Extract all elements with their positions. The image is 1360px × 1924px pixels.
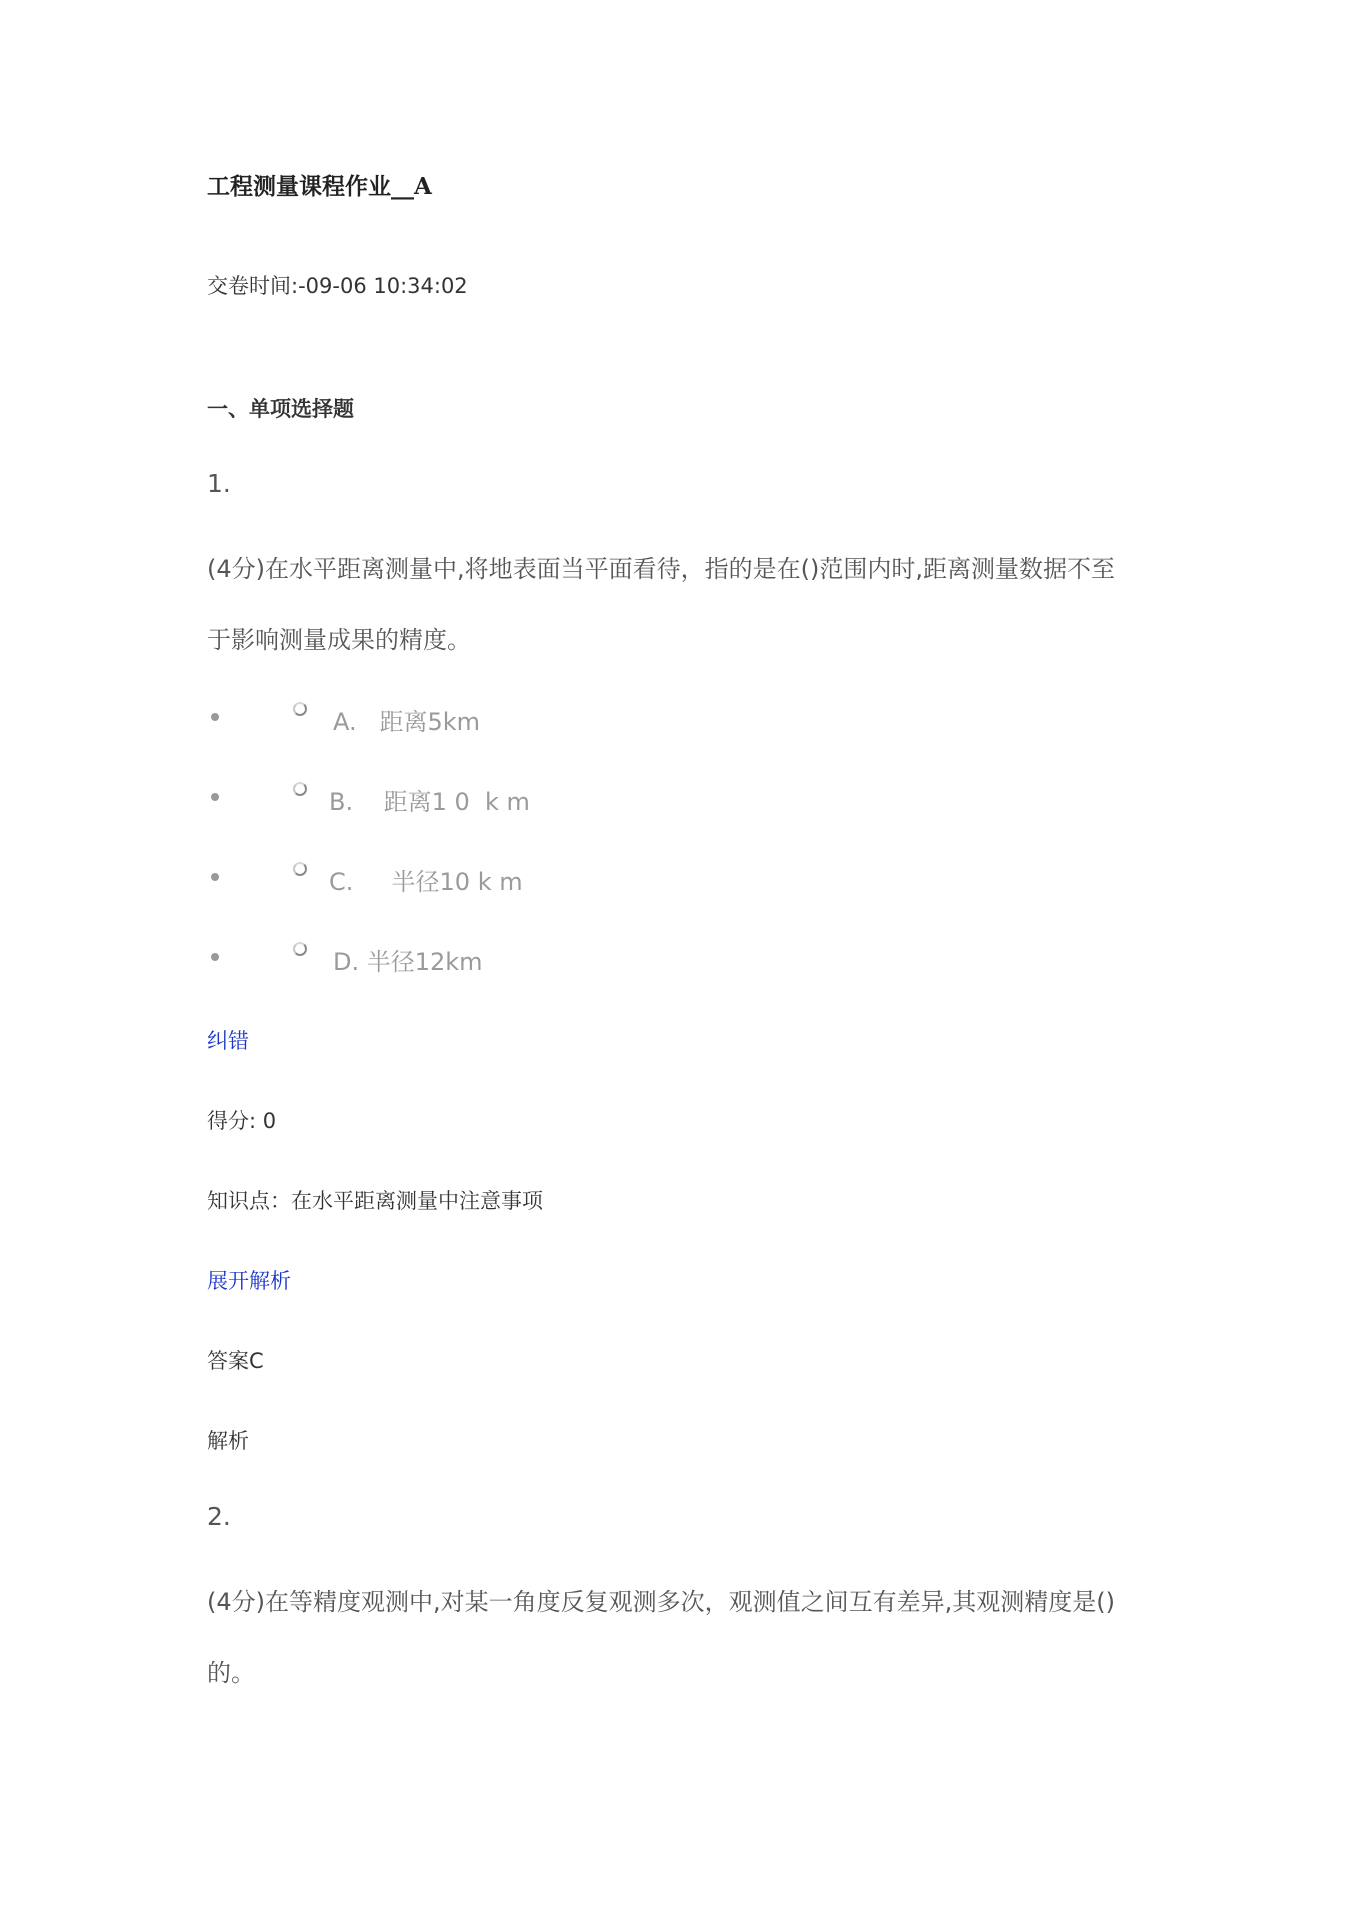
option-label: D. 半径12km: [333, 948, 483, 976]
radio-button-icon[interactable]: [293, 942, 307, 956]
option-label: B. 距离1 0 k m: [329, 788, 530, 816]
question-2-text-line2: 的。: [207, 1659, 255, 1687]
report-error-link[interactable]: 纠错: [207, 1029, 249, 1053]
question-1-text-line1: (4分)在水平距离测量中,将地表面当平面看待，指的是在()范围内时,距离测量数据不至: [207, 555, 1115, 583]
expand-analysis-link[interactable]: 展开解析: [207, 1269, 291, 1293]
question-1-option-a[interactable]: [207, 698, 707, 738]
bullet-icon: [211, 713, 219, 721]
radio-button-icon[interactable]: [293, 702, 307, 716]
analysis-text: 解析: [207, 1429, 249, 1453]
answer-text: 答案C: [207, 1349, 264, 1373]
question-1-option-c[interactable]: [207, 858, 707, 898]
question-1-option-b[interactable]: [207, 778, 707, 818]
radio-button-icon[interactable]: [293, 862, 307, 876]
question-2-text-line1: (4分)在等精度观测中,对某一角度反复观测多次，观测值之间互有差异,其观测精度是(): [207, 1588, 1115, 1616]
score-text: 得分: 0: [207, 1109, 277, 1133]
section-heading: 一、单项选择题: [207, 397, 354, 421]
option-label: C. 半径10 k m: [329, 868, 523, 896]
bullet-icon: [211, 793, 219, 801]
document-title: 工程测量课程作业__A: [207, 173, 432, 200]
question-1-text-line2: 于影响测量成果的精度。: [207, 626, 471, 654]
question-1-number: 1.: [207, 469, 231, 498]
option-label: A. 距离5km: [333, 708, 481, 736]
submit-time: 交卷时间:-09-06 10:34:02: [207, 274, 468, 298]
knowledge-point-text: 知识点：在水平距离测量中注意事项: [207, 1189, 543, 1213]
bullet-icon: [211, 953, 219, 961]
radio-button-icon[interactable]: [293, 782, 307, 796]
question-1-option-d[interactable]: [207, 938, 707, 978]
bullet-icon: [211, 873, 219, 881]
question-2-number: 2.: [207, 1502, 231, 1531]
